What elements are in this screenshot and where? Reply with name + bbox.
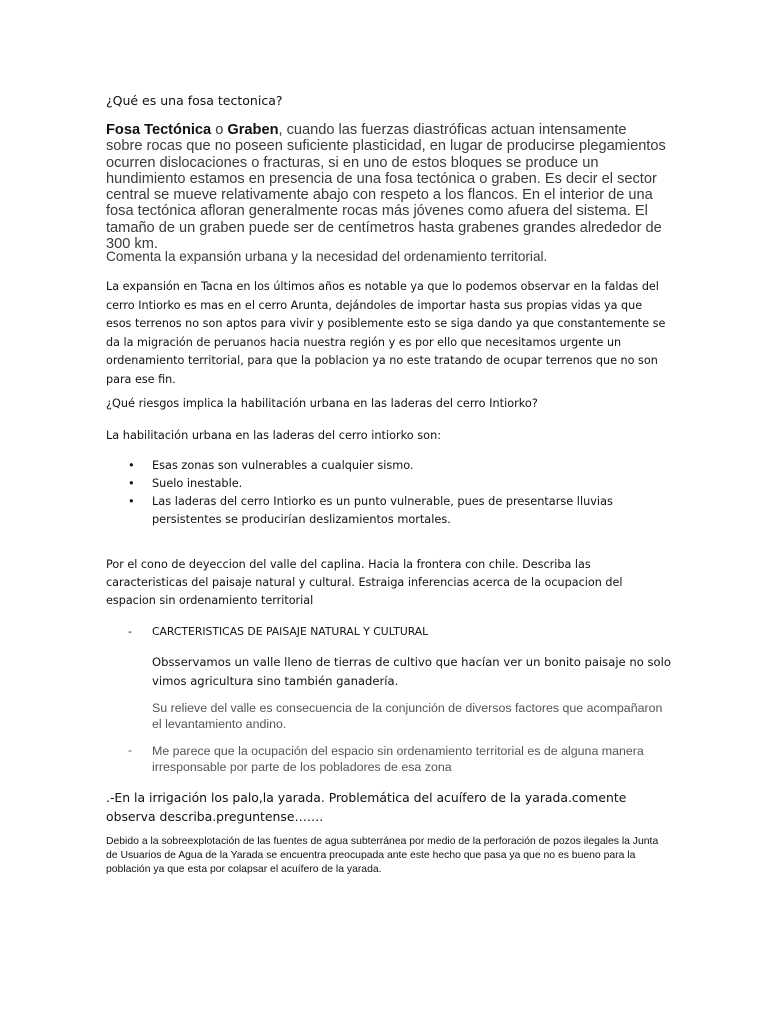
irrigacion-question: .-En la irrigación los palo,la yarada. Problemática del acuífero de la yarada.comente observa describa.preguntense…….	[106, 790, 627, 824]
fosa-definition-text: , cuando las fuerzas diastróficas actuan intensamente sobre rocas que no poseen suficiente plasticidad, en lugar de producirse plegamientos ocurren dislocaciones o fracturas, si en uno de estos bloques se produce un hundimiento estamos en presencia de una fosa tectónica o graben. Es decir el sector central se mueve relativamente abajo con respeto a los flancos. En el interior de una fosa tectónica afloran generalmente rocas más jóvenes como afuera del sistema. El tamaño de un graben puede ser de centímetros hasta grabenes grandes alrededor de 300 km.	[106, 122, 666, 253]
question-fosa-tectonica: ¿Qué es una fosa tectonica?	[106, 93, 283, 108]
bullet-icon: •	[128, 477, 135, 490]
parece-paragraph: Me parece que la ocupación del espacio sin ordenamiento territorial es de alguna manera irresponsable por parte de los pobladores de esa zona	[152, 744, 644, 774]
comenta-prompt: Comenta la expansión urbana y la necesidad del ordenamiento territorial.	[106, 249, 548, 264]
cono-deyeccion-paragraph: Por el cono de deyeccion del valle del caplina. Hacia la frontera con chile. Describa las caracteristicas del paisaje natural y cultural. Estraiga inferencias acerca de la ocupacion del espacion sin ordenamiento territorial	[106, 558, 623, 608]
term-fosa-tectonica: Fosa Tectónica	[106, 122, 212, 138]
list-item	[128, 493, 673, 529]
risk-text: Suelo inestable.	[152, 477, 243, 490]
risk-list	[128, 457, 673, 529]
observamos-paragraph: Obsservamos un valle lleno de tierras de cultivo que hacían ver un bonito paisaje no solo vimos agricultura sino también ganadería.	[152, 655, 671, 688]
risk-text: Esas zonas son vulnerables a cualquier sismo.	[152, 459, 414, 472]
dash-bullet-icon: -	[128, 743, 132, 757]
relieve-paragraph: Su relieve del valle es consecuencia de la conjunción de diversos factores que acompañaron el levantamiento andino.	[152, 701, 663, 731]
expansion-paragraph: La expansión en Tacna en los últimos años es notable ya que lo podemos observar en la faldas del cerro Intiorko es mas en el cerro Arunta, dejándoles de importar hasta sus propias vidas ya que esos terrenos no son aptos para vivir y posiblemente esto se siga dando ya que constantemente se da la migración de peruanos hacia nuestra región y es por ello que necesitamos urgente un ordenamiento territorial, para que la poblacion ya no este tratando de ocupar terrenos que no son para ese fin.	[106, 280, 666, 386]
bullet-icon: •	[128, 495, 135, 508]
list-item	[128, 475, 673, 493]
term-graben: Graben	[227, 122, 279, 138]
caracteristicas-heading: CARCTERISTICAS DE PAISAJE NATURAL Y CULTURAL	[152, 625, 429, 638]
question-riesgos: ¿Qué riesgos implica la habilitación urbana en las laderas del cerro Intiorko?	[106, 397, 538, 410]
debido-paragraph: Debido a la sobreexplotación de las fuentes de agua subterránea por medio de la perforación de pozos ilegales la Junta de Usuarios de Agua de la Yarada se encuentra preocupada ante este hecho que pasa ya que no es bueno para la población ya que esta por colapsar el acuífero de la yarada.	[106, 836, 659, 875]
bullet-icon: •	[128, 459, 135, 472]
dash-bullet-icon: -	[128, 625, 132, 638]
fosa-definition-paragraph	[106, 122, 666, 252]
risk-text: Las laderas del cerro Intiorko es un punto vulnerable, pues de presentarse lluvias persistentes se producirían deslizamientos mortales.	[152, 495, 613, 526]
habilitacion-intro: La habilitación urbana en las laderas del cerro intiorko son:	[106, 429, 442, 442]
list-item	[128, 457, 673, 475]
connector-text: o	[211, 122, 228, 138]
